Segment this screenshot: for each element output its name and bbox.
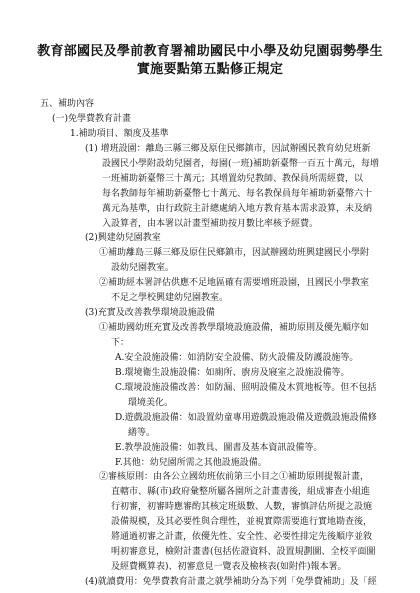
- body-line: ①補助離島三縣三鄉及原住民鄉鎮市，因試辦國幼班興建國民小學附: [99, 248, 370, 259]
- body-line: 繕等。: [128, 427, 156, 438]
- body-line: 將通過初審之計畫，依優先性、安全性、必要性排定先後順序並敘: [111, 532, 373, 543]
- body-line: C.環境設施設備改善：如防漏、照明設備及木質地板等。但不包括: [115, 382, 377, 393]
- body-line: 設幼兒園教室。: [111, 263, 175, 274]
- section-heading: 五、補助內容: [40, 99, 95, 109]
- body-line: 環境美化。: [128, 397, 174, 408]
- document-title-line-1: 教育部國民及學前教育署補助國民中小學及幼兒園弱勢學生: [37, 44, 383, 59]
- body-line: (2)興建幼兒園教室: [85, 233, 161, 244]
- subsection-heading: (一)免學費教育計畫: [52, 113, 132, 124]
- body-line: ②補助經本署評估供應不足地區確有需要增班設園，且國民小學教室: [99, 278, 370, 289]
- body-line: F.其他：幼兒園所需之其他設施設備。: [115, 457, 267, 468]
- body-line: 下：: [111, 338, 130, 348]
- body-line: 設備規模，及其必要性與合理性，並視實際需要進行實地勘查後，: [111, 517, 373, 528]
- body-line: D.遊戲設施設備：如設置幼童專用遊戲設施設備及遊戲設施設備修: [115, 412, 377, 423]
- body-line: 明初審意見，檢附計畫書(包括佐證資料、設置規劃圖、全校平面圖: [111, 547, 376, 558]
- body-line: (4)就讀費用：免學費教育計畫之就學補助分為下列「免學費補助」及「經: [85, 577, 377, 587]
- body-line: B.環境衛生設施設備：如廁所、廚房及寢室之設施設備等。: [115, 367, 350, 378]
- body-line: 設國民小學附設幼兒園者，每園(一班)補助新臺幣一百五十萬元，每增: [102, 158, 380, 169]
- body-line: ②審核原則：由各公立國幼班依前第三小目之①補助原則提報計畫，: [99, 472, 370, 483]
- body-line: 直轄市、縣(市)政府彙整所屬各園所之計畫書後，組成審查小組進: [111, 487, 371, 498]
- body-line: 每名教師每年補助新臺幣七十萬元、每名教保員每年補助新臺幣六十: [102, 188, 373, 199]
- document-title-line-2: 實施要點第五點修正規定: [136, 62, 284, 77]
- body-line: 行初審，初審時應審酌其核定班級數、人數，審慎評估所提之設施: [111, 502, 373, 513]
- item-heading: 1.補助項目、額度及基準: [70, 128, 169, 139]
- body-line: 不足之學校興建幼兒園教室。: [111, 293, 229, 304]
- body-line: (3)充實及改善教學環境設施設備: [85, 308, 215, 319]
- body-line: 及經費概算表)、初審意見一覽表及檢核表(如附件)報本署。: [111, 562, 347, 573]
- body-line: 入設算者，由本署以計畫型補助按月數比率核予經費。: [102, 218, 319, 229]
- body-line: A.安全設施設備：如消防安全設備、防火設備及防護設施等。: [115, 352, 359, 363]
- body-line: E.教學設施設備：如教具、圖書及基本資訊設備等。: [115, 442, 323, 453]
- body-line: 萬元為基準，由行政院主計總處納入地方教育基本需求設算，未及納: [102, 203, 373, 214]
- body-line: 一班補助新臺幣三十萬元；其增置幼兒教師、教保員所需經費，以: [102, 173, 364, 184]
- body-line: (1) 增班設園：離島三縣三鄉及原住民鄉鎮市，因試辦國民教育幼兒班新: [85, 143, 371, 154]
- body-line: ①補助國幼班充實及改善教學環境設施設備，補助原則及優先順序如: [99, 323, 370, 334]
